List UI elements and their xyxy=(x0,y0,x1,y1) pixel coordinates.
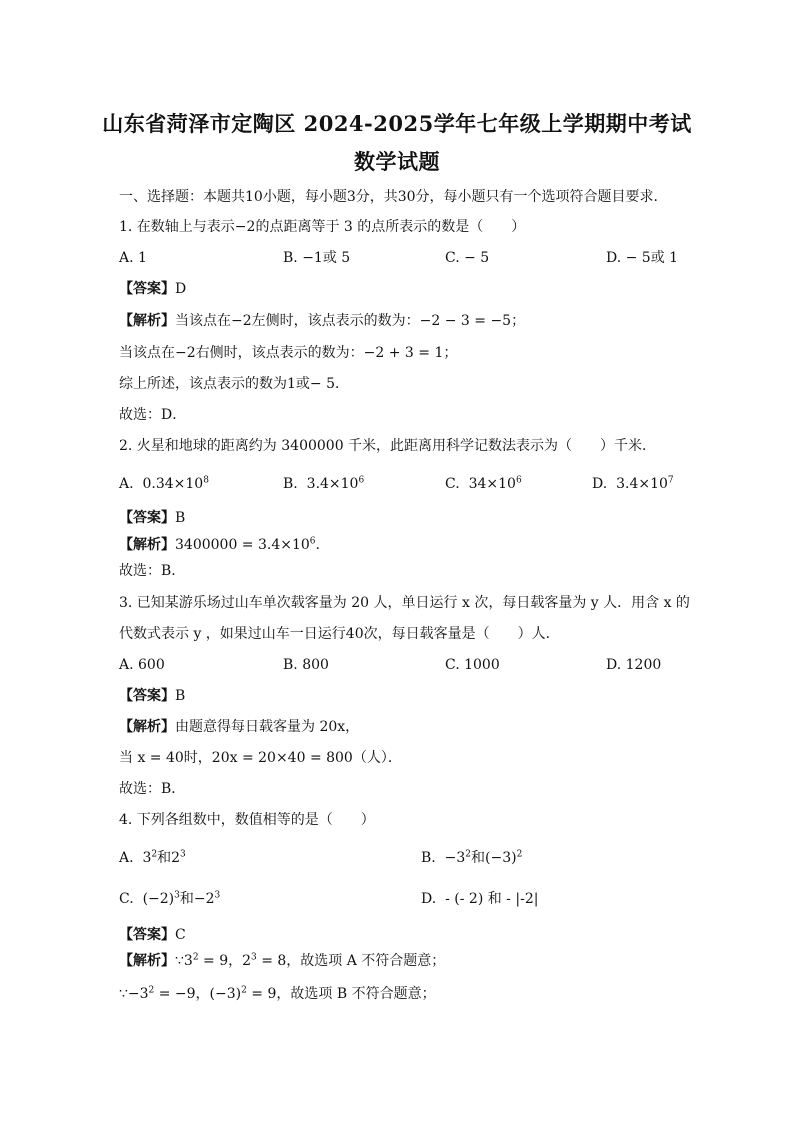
q4-option-c-and: 和 xyxy=(179,891,194,907)
q2-option-b xyxy=(283,474,364,494)
q4-stem: 4. 下列各组数中，数值相等的是（ ） xyxy=(119,812,375,828)
q4-option-c-term-2: −2 xyxy=(193,891,215,907)
q1-option-c: C. − 5 xyxy=(445,250,490,266)
q1-explanation-2: 当该点在−2右侧时，该点表示的数为：−2 + 3 = 1； xyxy=(119,345,458,361)
analysis-label: 【解析】 xyxy=(119,537,175,553)
q4-option-d xyxy=(421,889,538,909)
q3-answer-value: B xyxy=(175,688,186,704)
q4-option-b xyxy=(421,848,522,868)
q2-option-c-label: C. xyxy=(445,476,460,492)
answer-label: 【答案】 xyxy=(119,688,175,704)
q2-answer xyxy=(119,508,185,528)
q3-exp-text-1: 由题意得每日载客量为 20x， xyxy=(175,719,360,735)
q4-option-a-exp-1: 2 xyxy=(151,849,158,860)
q2-option-c xyxy=(445,474,522,494)
q4-option-a-term-2: 2 xyxy=(171,850,181,866)
q4-exp1-a-exp: 2 xyxy=(192,952,199,963)
q2-option-d-base: 3.4×10 xyxy=(616,476,668,492)
q4-exp2-b-exp: 2 xyxy=(241,985,247,996)
q2-option-d-label: D. xyxy=(592,476,608,492)
q4-answer xyxy=(119,925,186,945)
q4-option-a xyxy=(119,848,186,868)
q4-option-b-exp-2: 2 xyxy=(516,849,523,860)
q3-stem-2: 代数式表示 y ，如果过山车一日运行40次，每日载客量是（ ）人． xyxy=(119,626,560,642)
q1-option-d: D. − 5或 1 xyxy=(606,250,679,266)
q2-option-b-label: B. xyxy=(283,476,298,492)
answer-label: 【答案】 xyxy=(119,927,175,943)
q4-option-d-label: D. xyxy=(421,891,437,907)
q4-option-c-exp-1: 3 xyxy=(174,890,180,901)
page-subtitle: 数学试题 xyxy=(354,149,440,174)
q1-explanation-3: 综上所述，该点表示的数为1或− 5． xyxy=(119,376,349,392)
q4-exp1-b: = 9，2 xyxy=(198,953,252,969)
q1-option-a: A. 1 xyxy=(119,250,147,266)
q3-option-c: C. 1000 xyxy=(445,657,500,673)
q3-stem-1: 3. 已知某游乐场过山车单次载客量为 20 人，单日运行 x 次，每日载客量为 y 人．用含 x 的 xyxy=(119,595,690,611)
q1-stem: 1. 在数轴上与表示−2的点距离等于 3 的点所表示的数是（ ） xyxy=(119,219,526,235)
q2-option-a-exp: 8 xyxy=(203,475,209,486)
q2-exp-power: 6 xyxy=(309,536,316,547)
analysis-label: 【解析】 xyxy=(119,313,175,329)
q1-answer xyxy=(119,279,186,299)
q3-option-d: D. 1200 xyxy=(606,657,662,673)
q4-exp2-a-exp: 2 xyxy=(148,985,155,996)
q4-option-a-term-1: 3 xyxy=(142,850,152,866)
q2-exp-end: . xyxy=(315,537,320,553)
q4-option-b-term-2: (−3) xyxy=(485,850,517,866)
q1-answer-value: D xyxy=(175,281,187,297)
q2-option-c-base: 34×10 xyxy=(468,476,516,492)
q4-option-b-exp-1: 2 xyxy=(465,849,472,860)
q4-option-a-label: A. xyxy=(119,850,134,866)
section-heading: 一、选择题：本题共10小题，每小题3分，共30分，每小题只有一个选项符合题目要求． xyxy=(119,189,668,205)
q3-explanation-1 xyxy=(119,717,359,737)
q2-option-d xyxy=(592,474,674,494)
q4-option-b-and: 和 xyxy=(471,850,486,866)
q3-answer xyxy=(119,686,185,706)
answer-label: 【答案】 xyxy=(119,281,175,297)
q4-explanation-2 xyxy=(119,984,436,1004)
q4-explanation-1 xyxy=(119,951,445,971)
q1-exp-text-1: 当该点在−2左侧时，该点表示的数为：−2 − 3 = −5； xyxy=(175,313,526,329)
q4-option-c-label: C. xyxy=(119,891,134,907)
q2-conclusion: 故选：B． xyxy=(119,563,186,579)
q4-option-d-text: - (- 2) 和 - |-2| xyxy=(445,891,539,907)
q4-exp2-b: = −9，(−3) xyxy=(154,986,242,1002)
q4-exp2-a: ∵−3 xyxy=(119,986,149,1002)
page-title: 山东省菏泽市定陶区 2024-2025学年七年级上学期期中考试 xyxy=(102,111,692,136)
q4-exp1-c: = 8，故选项 A 不符合题意； xyxy=(256,953,446,969)
q4-option-c-exp-2: 3 xyxy=(214,890,221,901)
q2-exp-base: 3400000 = 3.4×10 xyxy=(175,537,310,553)
q4-exp1-a: ∵3 xyxy=(175,953,193,969)
q2-option-d-exp: 7 xyxy=(667,475,674,486)
q2-option-a xyxy=(119,474,209,494)
q3-explanation-2: 当 x = 40时，20x = 20×40 = 800（人）． xyxy=(119,750,402,766)
q1-option-b: B. −1或 5 xyxy=(283,250,351,266)
analysis-label: 【解析】 xyxy=(119,953,175,969)
q4-option-c-term-1: (−2) xyxy=(142,891,175,907)
q2-option-b-exp: 6 xyxy=(358,475,365,486)
q2-option-a-base: 0.34×10 xyxy=(142,476,204,492)
q3-option-b: B. 800 xyxy=(283,657,329,673)
q4-option-a-exp-2: 3 xyxy=(180,849,186,860)
analysis-label: 【解析】 xyxy=(119,719,175,735)
q2-option-c-exp: 6 xyxy=(515,475,522,486)
q2-option-b-base: 3.4×10 xyxy=(306,476,359,492)
q4-exp1-b-exp: 3 xyxy=(251,952,257,963)
q2-option-a-label: A. xyxy=(119,476,134,492)
q4-option-a-and: 和 xyxy=(157,850,172,866)
q2-stem: 2. 火星和地球的距离约为 3400000 千米，此距离用科学记数法表示为（ ）千米． xyxy=(119,438,657,454)
q4-exp2-c: = 9，故选项 B 不符合题意； xyxy=(246,986,436,1002)
q1-conclusion: 故选：D． xyxy=(119,407,187,423)
q2-answer-value: B xyxy=(175,510,186,526)
q1-explanation-1 xyxy=(119,311,525,331)
q4-option-b-label: B. xyxy=(421,850,436,866)
q2-explanation-1 xyxy=(119,535,320,555)
q3-conclusion: 故选：B． xyxy=(119,781,186,797)
q4-answer-value: C xyxy=(175,927,186,943)
q4-option-b-term-1: −3 xyxy=(444,850,466,866)
answer-label: 【答案】 xyxy=(119,510,175,526)
q4-option-c xyxy=(119,889,220,909)
q3-option-a: A. 600 xyxy=(119,657,165,673)
